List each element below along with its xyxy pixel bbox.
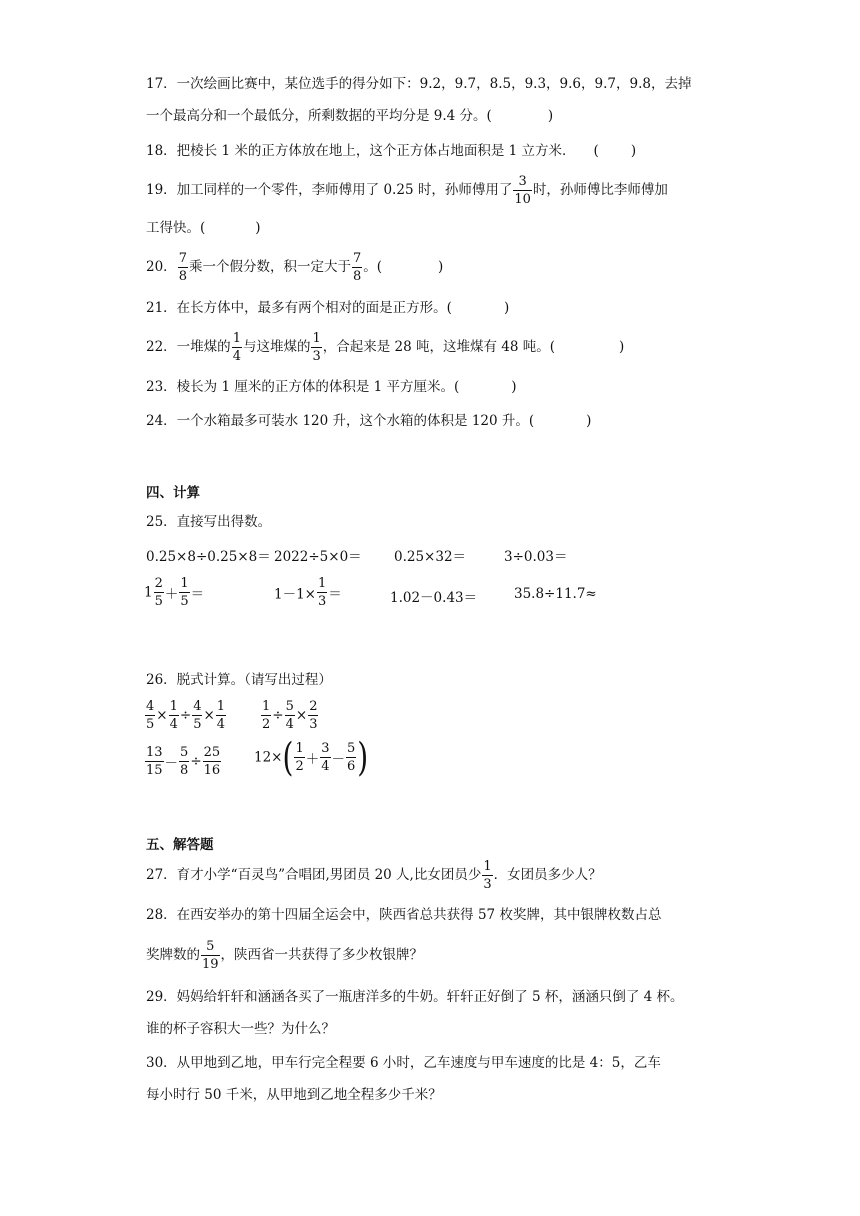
q17-line2 — [146, 106, 553, 126]
q18-text: 18．把棱长 1 米的正方体放在地上，这个正方体占地面积是 1 立方米． — [146, 143, 576, 159]
q19-line1: 19．加工同样的一个零件，李师傅用了 0.25 时，孙师傅用了 $\frac{3}{10}$ 时，孙师傅比李师傅加 — [146, 174, 668, 207]
q21: 21．在长方体中，最多有两个相对的面是正方形。( ) — [146, 300, 510, 316]
q29-line2: 谁的杯子容积大一些？为什么？ — [146, 1021, 335, 1037]
q23: 23．棱长为 1 厘米的正方体的体积是 1 平方厘米。( ) — [146, 379, 517, 395]
q25-r1c1: 0.25×8÷0.25×8＝ — [146, 549, 271, 565]
q22: 22．一堆煤的 $\frac{1}{4}$ 与这堆煤的 $\frac{1}{3}$ ，合起来是 28 吨，这堆煤有 48 吨。( ) — [146, 331, 625, 364]
q25-r2c3: 1.02－0.43＝ — [390, 590, 478, 606]
q25-title: 25．直接写出得数。 — [146, 514, 272, 530]
q20: 20． $\frac{7}{8}$ 乘一个假分数，积一定大于 $\frac{7}{8}$ 。( ) — [146, 251, 444, 284]
q26-expr2: $\frac{1}{2}$ ÷ $\frac{5}{4}$ × $\frac{2}{3}$ — [262, 699, 318, 732]
q25-r1c4: 3÷0.03＝ — [504, 549, 568, 565]
q19-line2: 工得快。( ) — [146, 220, 261, 236]
q25-r2c2: 1－1× $\frac{1}{3}$ ＝ — [274, 576, 342, 609]
q28-line1: 28．在西安举办的第十四届全运会中，陕西省总共获得 57 枚奖牌，其中银牌枚数占总 — [146, 907, 662, 923]
q19-fraction: $\frac{3}{10}$ — [514, 174, 531, 207]
q25-r1c2: 2022÷5×0＝ — [274, 549, 362, 565]
q30-line2: 每小时行 50 千米，从甲地到乙地全程多少千米？ — [146, 1087, 442, 1103]
q26-expr1: $\frac{4}{5}$ × $\frac{1}{4}$ ÷ $\frac{4}{5}$ × $\frac{1}{4}$ — [146, 699, 226, 732]
q24: 24．一个水箱最多可装水 120 升，这个水箱的体积是 120 升。( ) — [146, 413, 592, 429]
q26-title: 26．脱式计算。（请写出过程） — [146, 672, 332, 688]
q25-r2c4: 35.8÷11.7≈ — [514, 586, 597, 602]
q17-line1: 17．一次绘画比赛中，某位选手的得分如下：9.2，9.7，8.5，9.3，9.6，9.7，9.8，去掉 — [146, 76, 692, 92]
q30-line1: 30．从甲地到乙地，甲车行完全程要 6 小时，乙车速度与甲车速度的比是 4：5，乙车 — [146, 1055, 661, 1071]
q29-line1: 29．妈妈给轩轩和涵涵各买了一瓶唐洋多的牛奶。轩轩正好倒了 5 杯，涵涵只倒了 4 杯。 — [146, 989, 684, 1005]
q18: 18．把棱长 1 米的正方体放在地上，这个正方体占地面积是 1 立方米． ( ) — [146, 143, 637, 159]
q25-r2c1: 1 $\frac{2}{5}$ ＋ $\frac{1}{5}$ ＝ — [144, 576, 205, 609]
q17-text: 一个最高分和一个最低分，所剩数据的平均分是 9.4 分。( — [146, 108, 492, 124]
q17-close: ) — [547, 108, 554, 124]
section-5-title: 五、解答题 — [146, 837, 214, 853]
q25-r1c3: 0.25×32＝ — [394, 549, 467, 565]
q26-expr3: $\frac{13}{15}$ － $\frac{5}{8}$ ÷ $\frac{25}{16}$ — [146, 745, 221, 778]
q28-line2: 奖牌数的 $\frac{5}{19}$ ，陕西省一共获得了多少枚银牌？ — [146, 939, 424, 972]
section-4-title: 四、计算 — [146, 485, 200, 501]
q26-expr4: 12×( $\frac{1}{2}$ ＋ $\frac{3}{4}$ － $\frac{5}{6}$ ) — [254, 733, 369, 780]
q27: 27．育才小学“百灵鸟”合唱团,男团员 20 人,比女团员少 $\frac{1}{3}$ ．女团员多少人？ — [146, 859, 602, 892]
